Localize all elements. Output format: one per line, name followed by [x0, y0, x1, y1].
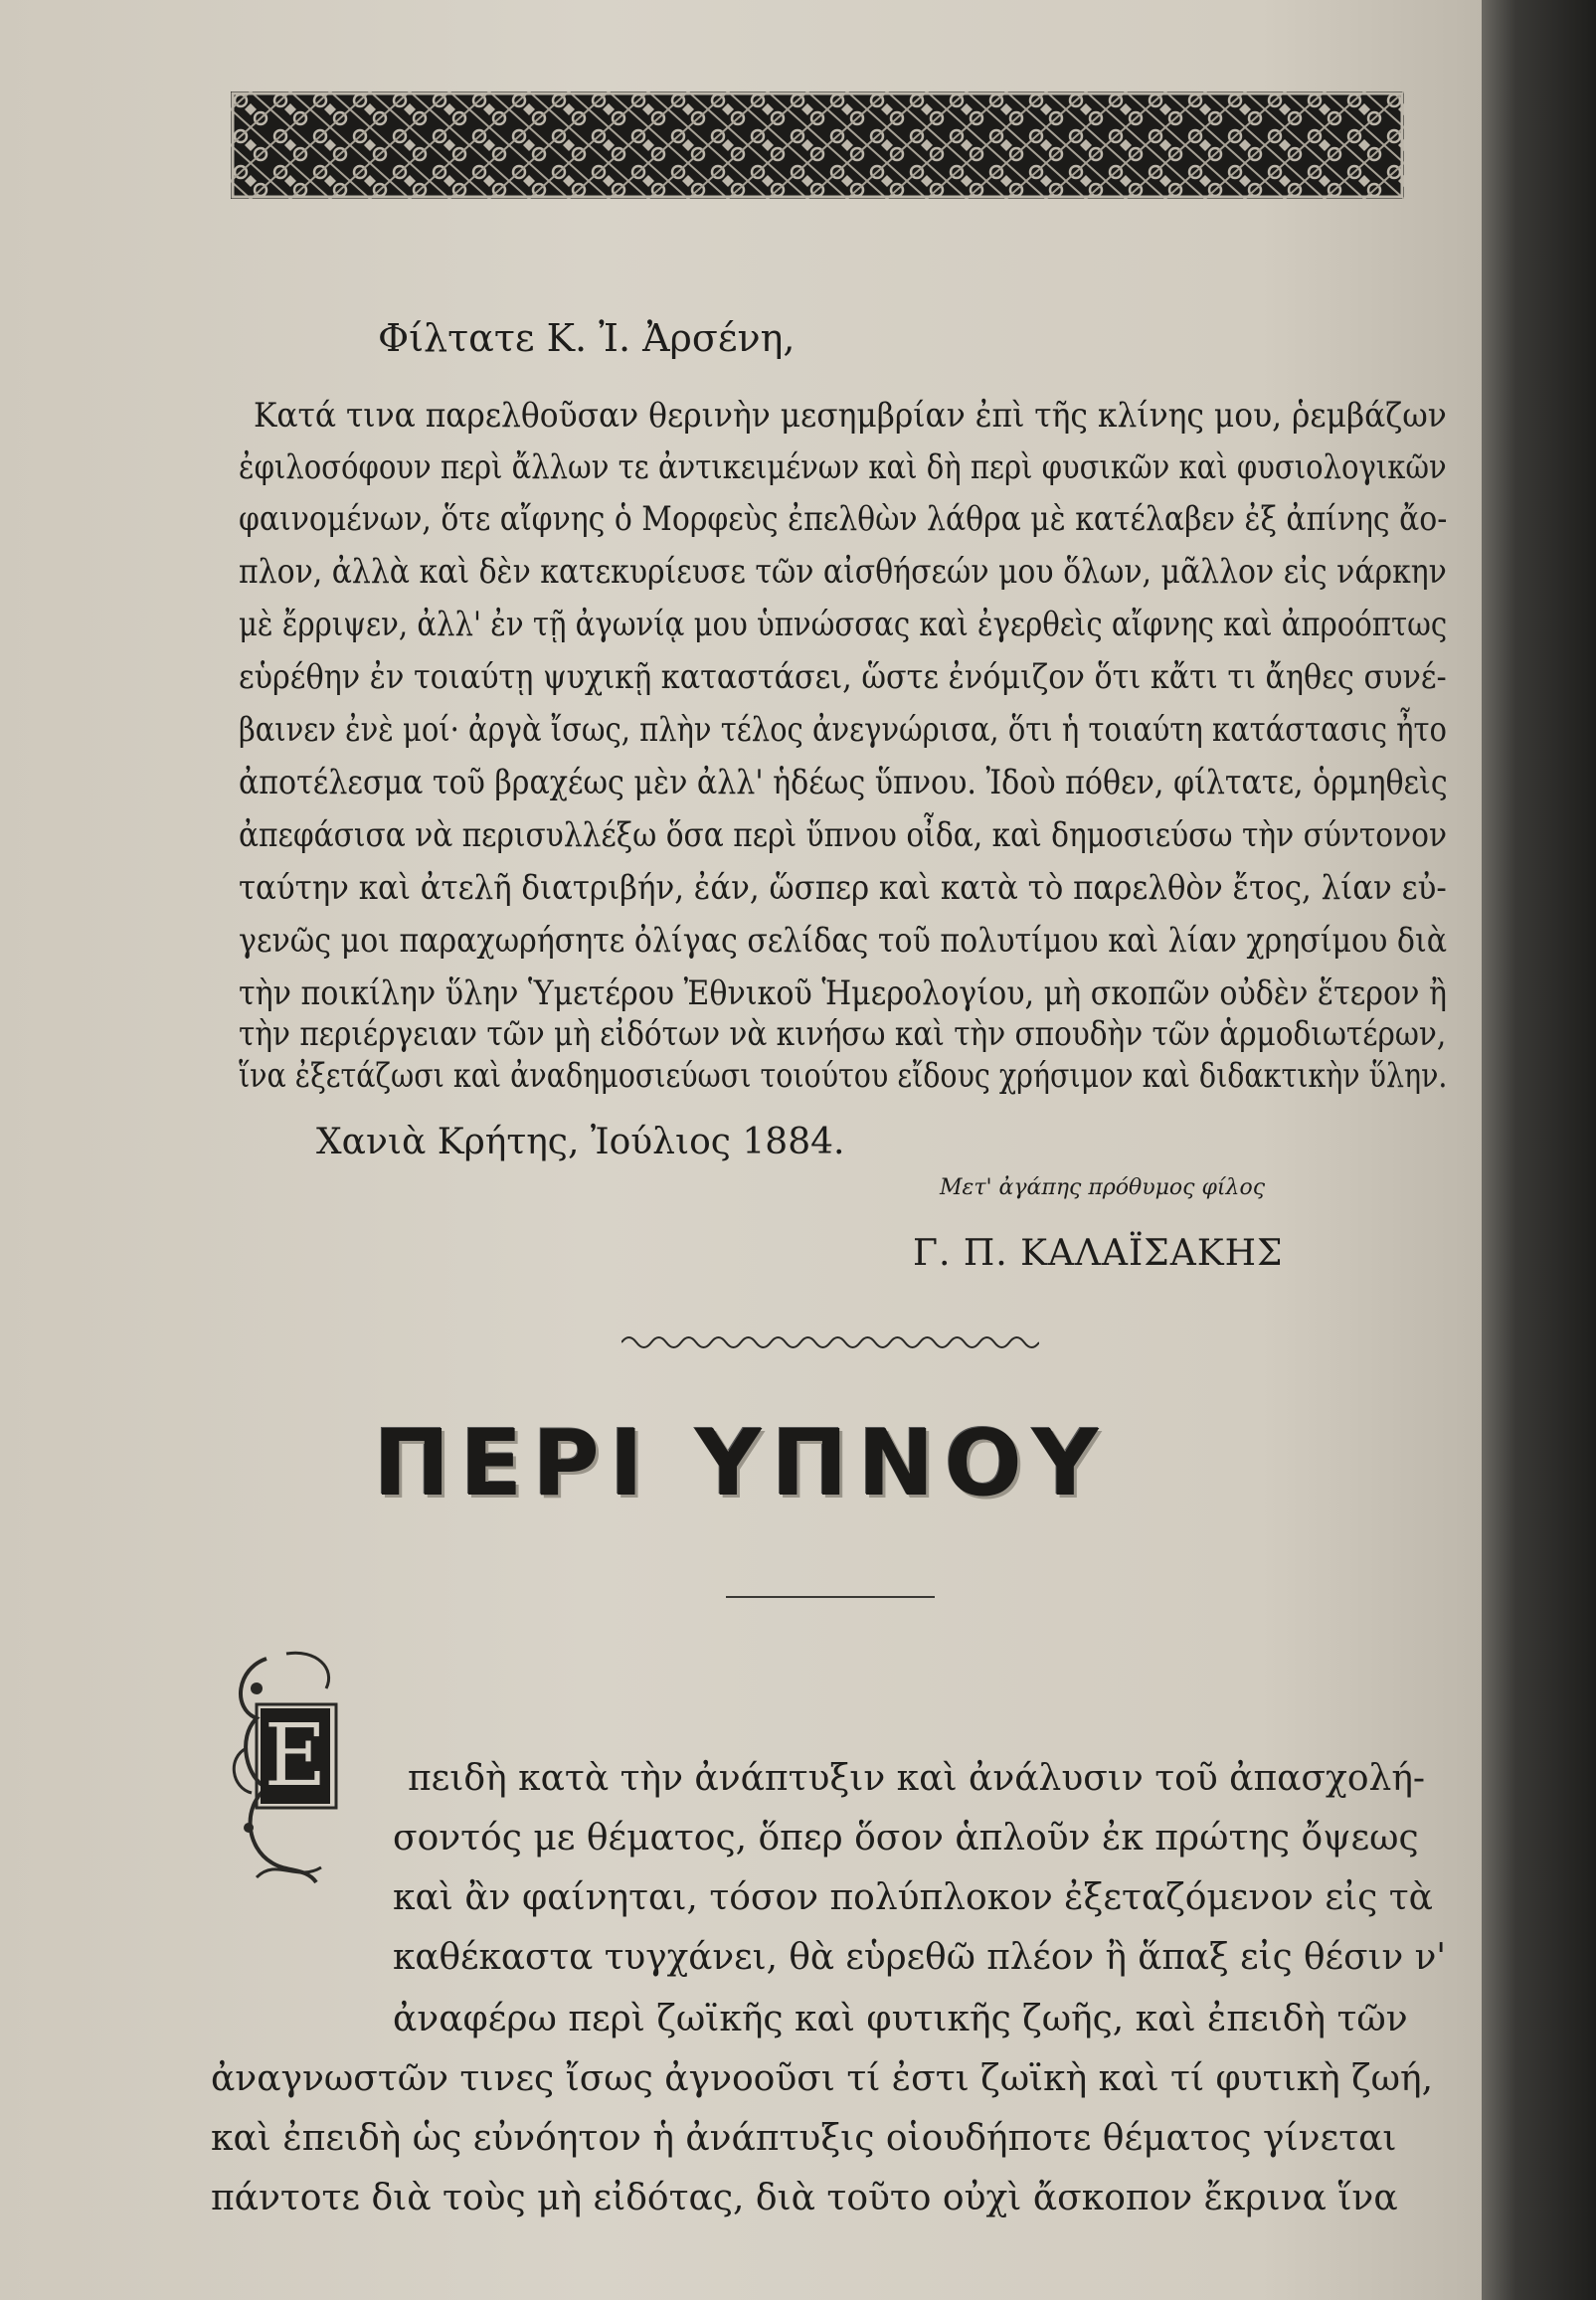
letter-line: τὴν ποικίλην ὕλην Ὑμετέρου Ἐθνικοῦ Ἡμερολογίου, μὴ σκοπῶν οὐδὲν ἕτερον ἢ: [239, 973, 1448, 1013]
letter-line: ἐφιλοσόφουν περὶ ἄλλων τε ἀντικειμένων καὶ δὴ περὶ φυσικῶν καὶ φυσιολογικῶν: [239, 447, 1447, 487]
essay-line: καθέκαστα τυγχάνει, θὰ εὑρεθῶ πλέον ἢ ἅπαξ εἰς θέσιν ν': [393, 1937, 1447, 1978]
letter-line: Κατά τινα παρελθοῦσαν θερινὴν μεσημβρίαν ἐπὶ τῆς κλίνης μου, ῥεμβάζων: [254, 396, 1447, 436]
essay-line: σοντός με θέματος, ὅπερ ὅσον ἁπλοῦν ἐκ πρώτης ὄψεως: [393, 1818, 1419, 1858]
letter-line: τὴν περιέργειαν τῶν μὴ εἰδότων νὰ κινήσω καὶ τὴν σπουδὴν τῶν ἁρμοδιωτέρων,: [239, 1014, 1447, 1054]
signature: Γ. Π. ΚΑΛΑΪΣΑΚΗΣ: [913, 1233, 1284, 1274]
letter-line: ἀποτέλεσμα τοῦ βραχέως μὲν ἀλλ' ἡδέως ὕπνου. Ἰδοὺ πόθεν, φίλτατε, ὁρμηθεὶς: [239, 763, 1448, 802]
closing-phrase: Μετ' ἀγάπης πρόθυμος φίλος: [940, 1175, 1266, 1200]
essay-line: πάντοτε διὰ τοὺς μὴ εἰδότας, διὰ τοῦτο οὐχὶ ἄσκοπον ἔκρινα ἵνα: [211, 2178, 1398, 2218]
letter-line: βαινεν ἐνὲ μοί· ἀργὰ ἴσως, πλὴν τέλος ἀνεγνώρισα, ὅτι ἡ τοιαύτη κατάστασις ἦτο: [239, 710, 1448, 750]
letter-line: εὑρέθην ἐν τοιαύτῃ ψυχικῇ καταστάσει, ὥστε ἐνόμιζον ὅτι κἄτι τι ἄηθες συνέ-: [239, 657, 1447, 697]
essay-line: καὶ ἂν φαίνηται, τόσον πολύπλοκον ἐξεταζόμενον εἰς τὰ: [393, 1877, 1433, 1918]
wavy-divider-icon: [621, 1330, 1039, 1354]
place-date: Χανιὰ Κρήτης, Ἰούλιος 1884.: [316, 1122, 845, 1162]
essay-line: καὶ ἐπειδὴ ὡς εὐνόητον ἡ ἀνάπτυξις οἱουδήποτε θέματος γίνεται: [211, 2118, 1397, 2159]
essay-line: ἀναφέρω περὶ ζωϊκῆς καὶ φυτικῆς ζωῆς, καὶ ἐπειδὴ τῶν: [393, 1999, 1408, 2039]
drop-cap-letter: Ε: [261, 1708, 330, 1804]
letter-line: μὲ ἔρριψεν, ἀλλ' ἐν τῇ ἀγωνίᾳ μου ὑπνώσσας καὶ ἐγερθεὶς αἴφνης καὶ ἀπροόπτως: [239, 605, 1448, 644]
letter-line: πλον, ἀλλὰ καὶ δὲν κατεκυρίευσε τῶν αἰσθήσεών μου ὅλων, μᾶλλον εἰς νάρκην: [239, 552, 1447, 592]
chapter-title: ΠΕΡΙ ΥΠΝΟΥ: [373, 1410, 1109, 1516]
ornament-pattern-icon: [231, 91, 1404, 199]
title-rule: [726, 1596, 935, 1598]
letter-line: γενῶς μοι παραχωρήσητε ὀλίγας σελίδας τοῦ πολυτίμου καὶ λίαν χρησίμου διὰ: [239, 921, 1448, 961]
essay-line: ἀναγνωστῶν τινες ἴσως ἀγνοοῦσι τί ἐστι ζωϊκὴ καὶ τί φυτικὴ ζωή,: [211, 2058, 1434, 2099]
essay-line: πειδὴ κατὰ τὴν ἀνάπτυξιν καὶ ἀνάλυσιν τοῦ ἀπασχολή-: [408, 1758, 1426, 1799]
header-ornament-band: [231, 91, 1404, 199]
salutation: Φίλτατε Κ. Ἰ. Ἀρσένη,: [378, 316, 796, 360]
letter-line: ταύτην καὶ ἀτελῆ διατριβήν, ἐάν, ὥσπερ καὶ κατὰ τὸ παρελθὸν ἔτος, λίαν εὐ-: [239, 868, 1447, 908]
book-gutter-shadow: [1482, 0, 1596, 2300]
letter-line: ἵνα ἐξετάζωσι καὶ ἀναδημοσιεύωσι τοιούτου εἴδους χρήσιμον καὶ διδακτικὴν ὕλην.: [239, 1056, 1448, 1096]
letter-line: ἀπεφάσισα νὰ περισυλλέξω ὅσα περὶ ὕπνου οἶδα, καὶ δημοσιεύσω τὴν σύντονον: [239, 815, 1448, 855]
letter-line: φαινομένων, ὅτε αἴφνης ὁ Μορφεὺς ἐπελθὼν λάθρα μὲ κατέλαβεν ἐξ ἀπίνης ἄο-: [239, 499, 1448, 539]
